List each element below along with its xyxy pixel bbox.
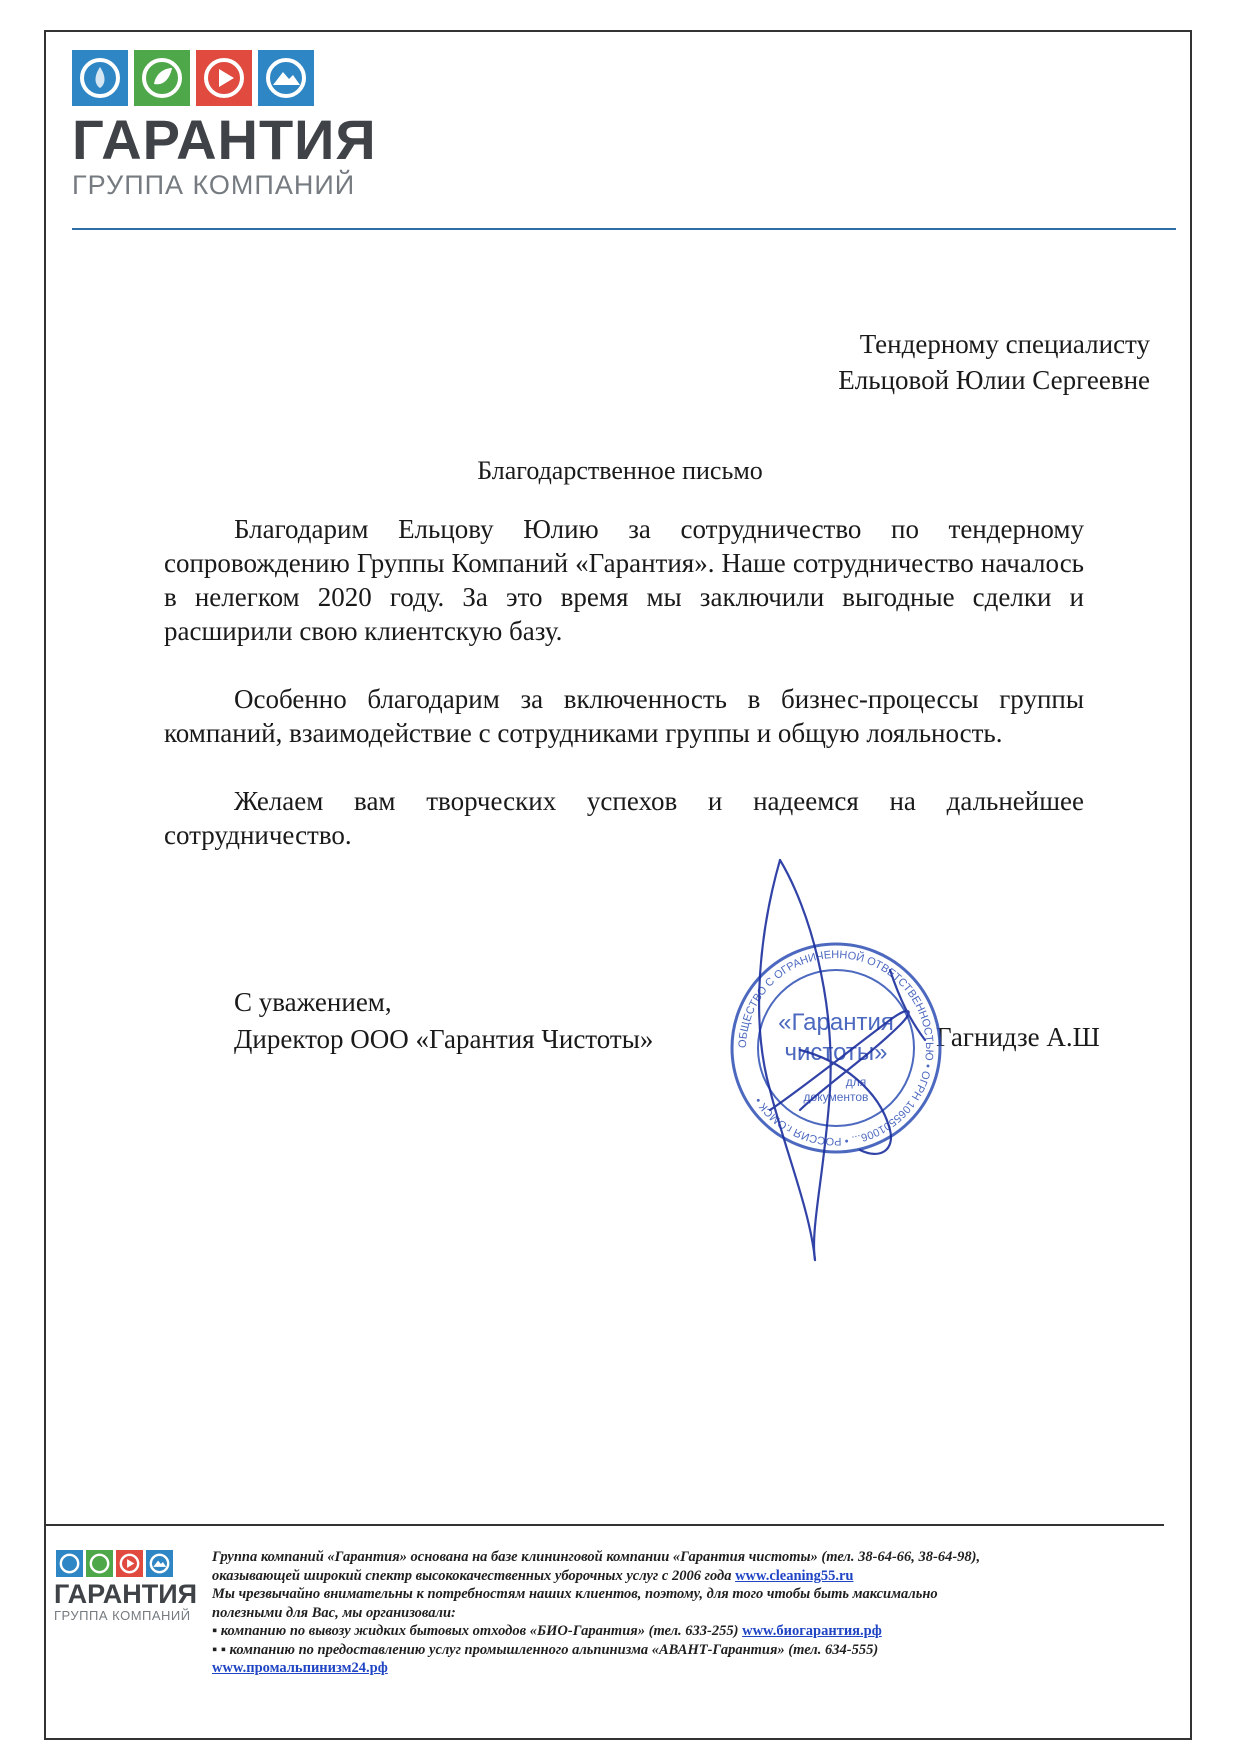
stamp-name-line2: чистоты» <box>784 1039 888 1066</box>
cleaning-website-link[interactable]: www.cleaning55.ru <box>735 1567 854 1584</box>
bio-website-link[interactable]: www.биогарантия.рф <box>742 1623 882 1639</box>
leaf-icon <box>134 50 190 106</box>
stamp-ring-text: ОБЩЕСТВО С ОГРАНИЧЕННОЙ ОТВЕТСТВЕННОСТЬЮ • ОГРН 1065501006... • РОССИЯ г.ОМСК • <box>736 948 936 1148</box>
leaf-icon <box>86 1550 113 1577</box>
play-icon <box>116 1550 143 1577</box>
company-logo <box>72 50 392 200</box>
letter-body <box>164 512 1084 886</box>
mountain-icon <box>258 50 314 106</box>
alpinism-website-link[interactable]: www.промальпинизм24.рф <box>212 1660 388 1676</box>
footer-line: полезными для Вас, мы организовали: <box>212 1604 456 1621</box>
addressee-position: Тендерному специалисту <box>859 329 1150 359</box>
brand-subtitle: ГРУППА КОМПАНИЙ <box>72 170 356 200</box>
play-icon <box>196 50 252 106</box>
footer-text <box>212 1548 1132 1678</box>
stamp-purpose-line1: для <box>845 1075 867 1089</box>
paragraph: Благодарим Ельцову Юлию за сотрудничество по тендерному сопровождению Группы Компаний «Гарантия». Наше сотрудничество началось в нелегком 2020 году. За это время мы заключили выгодные сделки и расширили свою клиентскую базу. <box>164 514 1084 646</box>
stamp-name-line1: «Гарантия <box>778 1009 894 1036</box>
footer-line: Группа компаний «Гарантия» основана на базе клининговой компании «Гарантия чистоты» (тел. 38-64-66, 38-64-98), <box>212 1549 981 1565</box>
footer-divider <box>44 1524 1164 1526</box>
closing-block <box>234 984 653 1058</box>
water-drop-icon <box>56 1550 83 1577</box>
header-divider <box>72 228 1176 230</box>
footer-line <box>212 1659 1132 1678</box>
water-drop-icon <box>72 50 128 106</box>
footer-line <box>212 1567 1132 1586</box>
paragraph: Желаем вам творческих успехов и надеемся на дальнейшее сотрудничество. <box>164 786 1084 850</box>
stamp-purpose-line2: документов <box>803 1090 869 1104</box>
paragraph: Особенно благодарим за включенность в бизнес-процессы группы компаний, взаимодействие с сотрудниками группы и общую лояльность. <box>164 684 1084 748</box>
footer-line: Мы чрезвычайно внимательны к потребностям наших клиентов, поэтому, для того чтобы быть максимально <box>212 1586 938 1602</box>
letter-title: Благодарственное письмо <box>477 456 763 485</box>
footer-brand-subtitle: ГРУППА КОМПАНИЙ <box>54 1608 191 1623</box>
footer-line-text: оказывающей широкий спектр высококачественных уборочных услуг с 2006 года <box>212 1567 732 1584</box>
footer-line <box>212 1622 1132 1641</box>
footer-brand-name: ГАРАНТИЯ <box>54 1579 198 1609</box>
addressee-name: Ельцовой Юлии Сергеевне <box>838 365 1150 395</box>
signer-position: Директор ООО «Гарантия Чистоты» <box>234 1024 654 1054</box>
closing-greeting: С уважением, <box>234 987 392 1017</box>
footer-line-text: ▪ компанию по вывозу жидких бытовых отходов «БИО-Гарантия» (тел. 633-255) <box>212 1623 739 1639</box>
brand-name: ГАРАНТИЯ <box>72 108 377 171</box>
mountain-icon <box>146 1550 173 1577</box>
signature <box>740 850 950 1270</box>
signer-name: Гагнидзе А.Ш <box>936 1022 1100 1052</box>
footer-logo <box>54 1550 204 1623</box>
addressee-block <box>838 326 1150 398</box>
footer-line: ▪ ▪ компанию по предоставлению услуг промышленного альпинизма «АВАНТ-Гарантия» (тел. 634-555) <box>212 1641 879 1658</box>
